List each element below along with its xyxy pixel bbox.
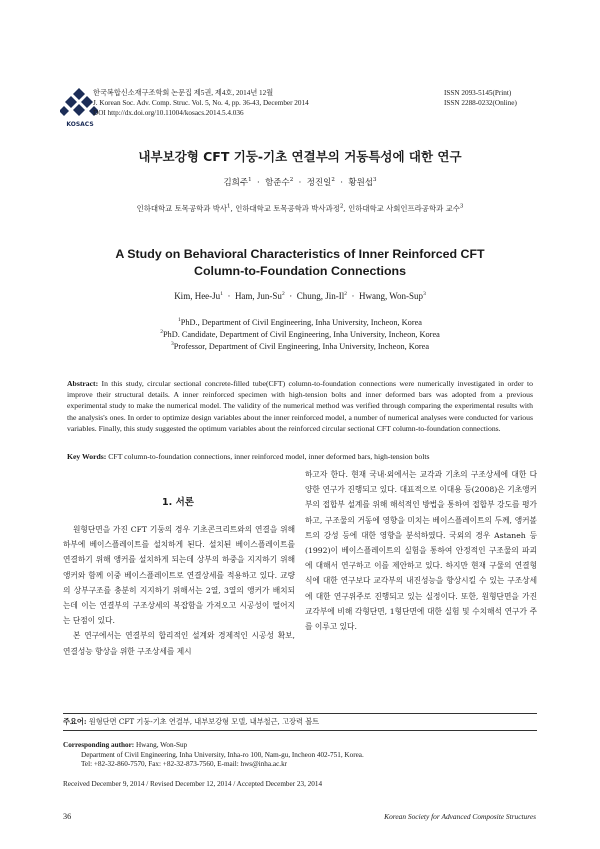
abstract-text: In this study, circular sectional concrete-filled tube(CFT) column-to-foundation connections were numerically investigated in order to improve their structural details. A inner reinforced specimen with high-tension bolts and inner deformed bars was adopted from a previous experimental study to make the numerical model. The validity of the numerical method was verified through comparing the experimental results with the analysis's ones. In order to optimize design variables about the inner reinforced model, a number of numerical analyses were conducted for various variables. Finally, this study suggested the optimum variables about the reinforced circular sectional CFT column-to-foundation connections. xyxy=(67,379,533,433)
issn-print: ISSN 2093-5145(Print) xyxy=(444,89,512,97)
logo-text: KOSACS xyxy=(66,121,94,128)
keywords-ko-label: 주요어: xyxy=(63,717,87,726)
author-ko: 황원섭 xyxy=(348,178,374,188)
affiliation-en: $^2$PhD. Candidate, Department of Civil Engineering, Inha University, Incheon, Korea xyxy=(160,329,440,339)
affiliations-en xyxy=(0,317,600,353)
keywords xyxy=(67,451,537,462)
author-en: Chung, Jin-Il xyxy=(296,291,345,301)
body-column-left xyxy=(63,522,295,659)
journal-footer: Korean Society for Advanced Composite Structures xyxy=(384,812,536,821)
paper-title-ko: 내부보강형 CFT 기둥-기초 연결부의 거동특성에 대한 연구 xyxy=(138,149,462,164)
paper-title-en xyxy=(0,246,600,280)
corresponding-author xyxy=(63,741,364,770)
section-heading: 1. 서론 xyxy=(162,497,194,508)
affiliation-ko: 인하대학교 토목공학과 박사과정 xyxy=(235,204,340,213)
doi-link[interactable]: DOI http://dx.doi.org/10.11004/kosacs.2014.5.4.036 xyxy=(93,109,244,117)
paragraph: 본 연구에서는 연결부의 합리적인 설계와 경제적인 시공성 확보, 연결성능 향상을 위한 구조상세를 제시 xyxy=(63,631,295,656)
affiliation-en: $^3$Professor, Department of Civil Engineering, Inha University, Incheon, Korea xyxy=(170,341,430,351)
affiliation-ko: 인하대학교 사회인프라공학과 교수 xyxy=(348,204,460,213)
keywords-label: Key Words: xyxy=(67,452,107,461)
author-ko: 정진일 xyxy=(306,178,332,188)
corresponding-name: Hwang, Won-Sup xyxy=(135,741,188,749)
author-en: Hwang, Won-Sup xyxy=(358,291,424,301)
journal-ko: 한국복합신소재구조학회 논문집 제5권, 제4호, 2014년 12월 xyxy=(93,89,274,97)
journal-en: J. Korean Soc. Adv. Comp. Struc. Vol. 5, No. 4, pp. 36-43, December 2014 xyxy=(93,99,309,107)
corresponding-contact: Tel: +82-32-860-7570, Fax: +82-32-873-7560, E-mail: hws@inha.ac.kr xyxy=(81,760,288,768)
affiliation-ko: 인하대학교 토목공학과 박사 xyxy=(136,204,227,213)
page-number: 36 xyxy=(63,812,72,821)
affiliation-en: $^1$PhD., Department of Civil Engineering, Inha University, Incheon, Korea xyxy=(178,317,422,327)
paragraph: 원형단면을 가진 CFT 기둥의 경우 기초콘크리트와의 연결을 위해 하부에 베이스플레이트를 설치하게 된다. 설치된 베이스플레이트를 연결하기 위해 앵커를 설치하게 되는데 상부의 하중을 지지하기 위해 앵커와 함께 이중 베이스플레이트로 연결상세를 적용하고 있다. 교량의 상부구조를 충분히 지지하기 위해서는 2열, 3열의 앵커가 배치되는데 이는 연결부의 구조상세의 복잡함을 가져오고 시공성이 떨어지는 단점이 있다. xyxy=(63,525,295,626)
abstract xyxy=(67,378,533,434)
corresponding-address: Department of Civil Engineering, Inha University, Inha-ro 100, Nam-gu, Incheon 402-751, Korea. xyxy=(81,750,364,759)
issn-block xyxy=(444,88,517,108)
keywords-ko-text: 원형단면 CFT 기둥-기초 연결부, 내부보강형 모델, 내부철근, 고장력 볼트 xyxy=(88,717,320,726)
author-en: Kim, Hee-Ju xyxy=(174,291,221,301)
keywords-ko xyxy=(63,717,319,727)
affiliations-ko: 인하대학교 토목공학과 박사$^1$, 인하대학교 토목공학과 박사과정$^2$, 인하대학교 사회인프라공학과 교수$^3$ xyxy=(136,203,464,213)
journal-citation xyxy=(93,88,309,118)
corresponding-label: Corresponding author: xyxy=(63,741,135,749)
author-ko: 김희주 xyxy=(223,178,249,188)
issn-online: ISSN 2288-0232(Online) xyxy=(444,99,517,107)
keywords-text: CFT column-to-foundation connections, inner reinforced model, inner deformed bars, high-tension bolts xyxy=(108,452,430,461)
paragraph: 하고자 한다. 현재 국내·외에서는 교각과 기초의 구조상세에 대한 다양한 연구가 진행되고 있다. 대표적으로 이대용 등(2008)은 기초앵커부의 접합부 설계를 위해 해석적인 방법을 통하여 접합부 강도를 평가하고, 구조물의 거동에 영향을 미치는 베이스플레이트의 두께, 앵커볼트의 강성 등에 대한 영향을 분석하였다. 국외의 경우 Astaneh 등(1992)이 베이스플레이트의 실험을 통하여 안정적인 구조물의 파괴에 대해서 연구하고 이를 제안하고 있다. 하지만 현재 구물의 연결형식에 대한 연구보다 교각부의 내진성능을 향상시킬 수 있는 구조상세에 대한 연구위주로 진행되고 있는 실정이다. 또한, 원형단면을 가진 교각부에 비해 각형단면, 1형단면에 대한 실험 및 수치해석 연구가 주를 이루고 있다. xyxy=(305,470,537,632)
title-en-line2: Column-to-Foundation Connections xyxy=(194,264,406,278)
footnote-divider xyxy=(63,730,537,731)
authors-en: Kim, Hee-Ju$^1$ · Ham, Jun-Su$^2$ · Chung, Jin-Il$^2$ · Hwang, Won-Sup$^3$ xyxy=(174,291,426,301)
author-ko: 함준수 xyxy=(265,178,290,188)
body-column-right xyxy=(305,467,537,634)
abstract-label: Abstract: xyxy=(67,379,99,388)
authors-ko: 김희주$^1$ · 함준수$^2$ · 정진일$^2$ · 황원섭$^3$ xyxy=(223,177,377,188)
title-en-line1: A Study on Behavioral Characteristics of Inner Reinforced CFT xyxy=(115,247,485,261)
received-dates: Received December 9, 2014 / Revised December 12, 2014 / Accepted December 23, 2014 xyxy=(63,780,323,788)
footnote-divider xyxy=(63,713,537,714)
author-en: Ham, Jun-Su xyxy=(234,291,282,301)
